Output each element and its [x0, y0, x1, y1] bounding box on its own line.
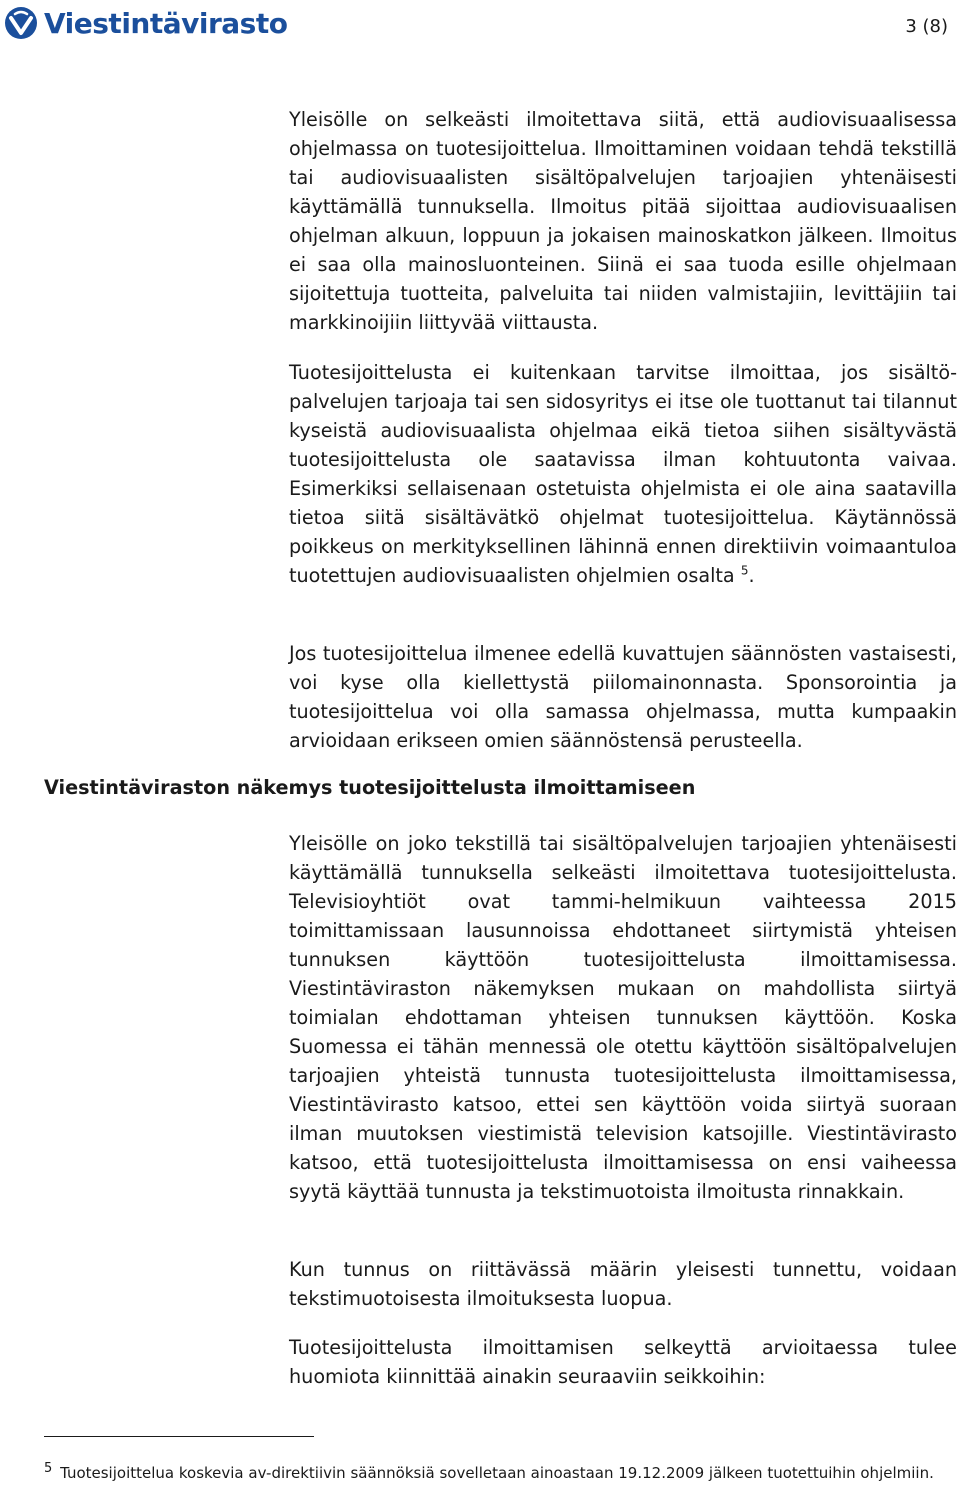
header-logo	[4, 4, 287, 42]
paragraph-2	[289, 358, 957, 590]
logo-text: Viestintävirasto	[44, 6, 288, 40]
footnote	[44, 1463, 934, 1485]
paragraph-1: Yleisölle on selkeästi ilmoitettava siitä, että audiovisuaalisessa ohjelmassa on tuotesijoittelua. Ilmoittaminen voidaan tehdä tekstillä tai audiovisuaalisten sisältöpalvelujen tarjoajien yhtenäisesti käyttämällä tunnuksella. Ilmoitus pitää sijoittaa audiovisuaalisen ohjelman alkuun, loppuun ja jokaisen mainoskatkon jälkeen. Ilmoitus ei saa olla mainosluonteinen. Siinä ei saa tuoda esille ohjelmaan sijoitettuja tuotteita, palveluita tai niiden valmistajiin, levittäjiin tai markkinoijiin liittyvää viittausta.	[289, 108, 957, 334]
footnote-text: Tuotesijoittelua koskevia av-direktiivin säännöksiä sovelletaan ainoastaan 19.12.2009 jälkeen tuotettuihin ohjelmiin.	[60, 1464, 934, 1482]
footnote-ref: 5	[740, 563, 749, 578]
paragraph-2-text: Tuotesijoittelusta ei kuitenkaan tarvitse ilmoittaa, jos sisältöpalvelujen tarjoaja tai sen sidosyritys ei itse ole tuottanut tai tilannut kyseistä audiovisuaalista ohjelmaa eikä tietoa siihen sisältyvästä tuotesijoittelusta ole saatavissa ilman kohtuutonta vaivaa. Esimerkiksi sellaisenaan ostetuista ohjelmista ei ole aina saatavilla tietoa siitä sisältävätkö ohjelmat tuotesijoittelua. Käytännössä poikkeus on merkityksellinen lähinnä ennen direktiivin voimaantuloa tuotettujen audiovisuaalisten ohjelmien osalta	[289, 361, 957, 587]
paragraph-3: Jos tuotesijoittelua ilmenee edellä kuvattujen säännösten vastaisesti, voi kyse olla kiellettystä piilomainonnasta. Sponsorointia ja tuotesijoittelua voi olla samassa ohjelmassa, mutta kumpaakin arvioidaan erikseen omien säännöstensä perusteella.	[289, 642, 957, 752]
section-heading: Viestintäviraston näkemys tuotesijoittelusta ilmoittamiseen	[44, 776, 696, 799]
footnote-number: 5	[44, 1461, 53, 1476]
page-number: 3 (8)	[905, 16, 948, 37]
paragraph-6: Tuotesijoittelusta ilmoittamisen selkeyttä arvioitaessa tulee huomiota kiinnittää ainakin seuraaviin seikkoihin:	[289, 1336, 957, 1388]
logo-mark-icon	[4, 6, 38, 40]
paragraph-5: Kun tunnus on riittävässä määrin yleisesti tunnettu, voidaan tekstimuotoisesta ilmoituksesta luopua.	[289, 1258, 957, 1310]
footnote-divider	[44, 1436, 314, 1437]
paragraph-2-end: .	[748, 564, 755, 587]
paragraph-4: Yleisölle on joko tekstillä tai sisältöpalvelujen tarjoajien yhtenäisesti käyttämällä tunnuksella selkeästi ilmoitettava tuotesijoittelusta. Televisioyhtiöt ovat tammi-helmikuun vaihteessa 2015 toimittamissaan lausunnoissa ehdottaneet siirtymistä yhteisen tunnuksen käyttöön tuotesijoittelusta ilmoittamisessa. Viestintäviraston näkemyksen mukaan on mahdollista siirtyä toimialan ehdottaman yhteisen tunnuksen käyttöön. Koska Suomessa ei tähän mennessä ole otettu käyttöön sisältöpalvelujen tarjoajien yhteistä tunnusta tuotesijoittelusta ilmoittamisessa, Viestintävirasto katsoo, ettei sen käyttöön voida siirtyä suoraan ilman muutoksen viestimistä television katsojille. Viestintävirasto katsoo, että tuotesijoittelusta ilmoittamisessa on ensi vaiheessa syytä käyttää tunnusta ja tekstimuotoista ilmoitusta rinnakkain.	[289, 832, 957, 1203]
